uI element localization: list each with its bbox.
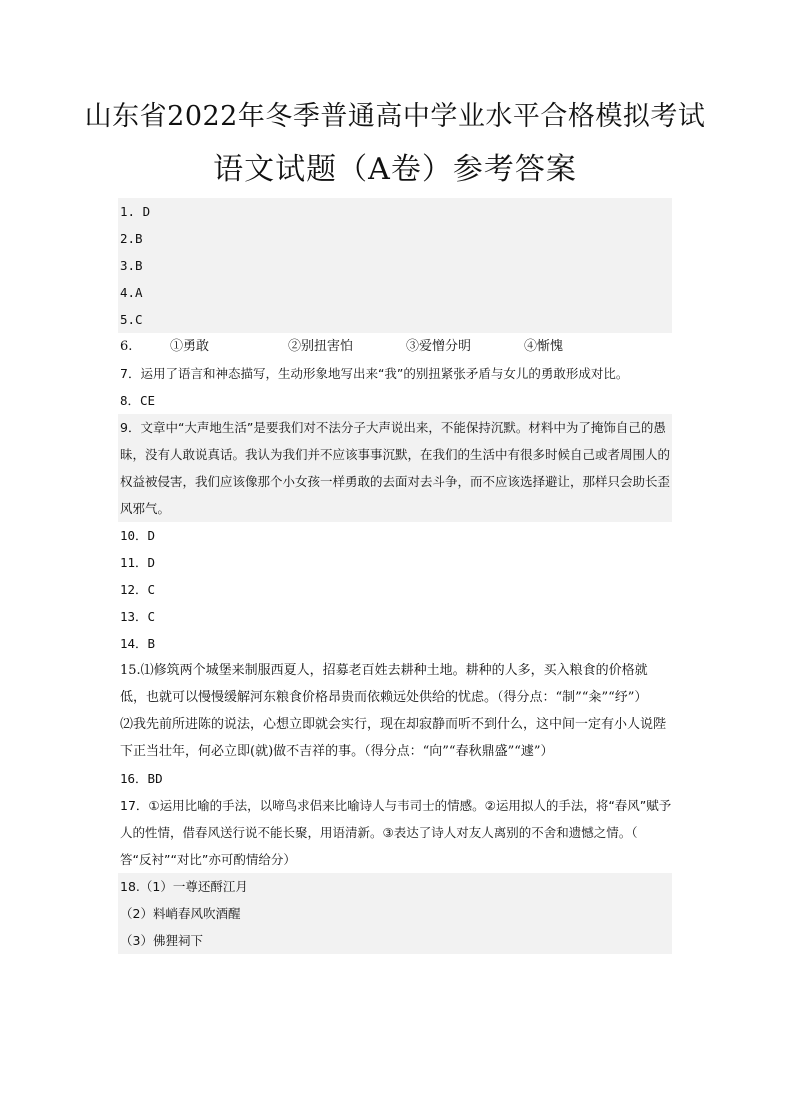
answer-16: 16．BD: [118, 765, 672, 792]
document-title: 山东省2022年冬季普通高中学业水平合格模拟考试: [84, 101, 706, 132]
answer-6-option: ③爱憎分明: [406, 339, 472, 354]
answer-11: 11．D: [118, 549, 672, 576]
answer-6-number: 6.: [120, 339, 133, 354]
answer-15-part-1: 15.⑴修筑两个城堡来制服西夏人，招募老百姓去耕种土地。耕种的人多，买入粮食的价格就低，也就可以慢慢缓解河东粮食价格昂贵而依赖远处供给的忧虑。（得分点：“制”“籴”“纾”）: [118, 657, 672, 711]
answer-12: 12．C: [118, 576, 672, 603]
answer-9: 9．文章中“大声地生活”是要我们对不法分子大声说出来，不能保持沉默。材料中为了掩饰自己的愚昧，没有人敢说真话。我认为我们并不应该事事沉默，在我们的生活中有很多时候自己或者周围人的权益被侵害，我们应该像那个小女孩一样勇敢的去面对去斗争，而不应该选择避让，那样只会助长歪风邪气。: [118, 414, 672, 522]
answer-15-part-2: ⑵我先前所进陈的说法，心想立即就会实行，现在却寂静而听不到什么，这中间一定有小人说陛下正当壮年，何必立即(就)做不吉祥的事。（得分点：“向”“春秋鼎盛”“遽”）: [118, 711, 672, 765]
answer-17: 17．①运用比喻的手法，以啼鸟求侣来比喻诗人与韦司士的情感。②运用拟人的手法，将“春风”赋予人的性情，借春风送行说不能长聚，用语清新。③表达了诗人对友人离别的不舍和遗憾之情。（ 答“反衬”“对比”亦可酌情给分）: [118, 792, 672, 873]
document-subtitle: 语文试题（A卷）参考答案: [213, 152, 577, 187]
answer-10: 10．D: [118, 522, 672, 549]
answer-2: 2.B: [118, 225, 672, 252]
answer-6: [118, 333, 672, 360]
answer-4: 4.A: [118, 279, 672, 306]
answer-13: 13．C: [118, 603, 672, 630]
answer-6-option: ②别扭害怕: [288, 339, 354, 354]
answer-18-part-1: 18.（1）一尊还酹江月: [118, 873, 672, 900]
answer-18-part-2: （2）料峭春风吹酒醒: [118, 900, 672, 927]
answer-1: 1. D: [118, 198, 672, 225]
answer-list: [118, 198, 672, 954]
answer-6-option: ①勇敢: [170, 339, 210, 354]
answer-5: 5.C: [118, 306, 672, 333]
answer-14: 14．B: [118, 630, 672, 657]
answer-6-option: ④惭愧: [524, 339, 564, 354]
answer-8: 8．CE: [118, 387, 672, 414]
answer-18-part-3: （3）佛狸祠下: [118, 927, 672, 954]
answer-3: 3.B: [118, 252, 672, 279]
answer-7: 7．运用了语言和神态描写，生动形象地写出来“我”的别扭紧张矛盾与女儿的勇敢形成对比。: [118, 360, 672, 387]
